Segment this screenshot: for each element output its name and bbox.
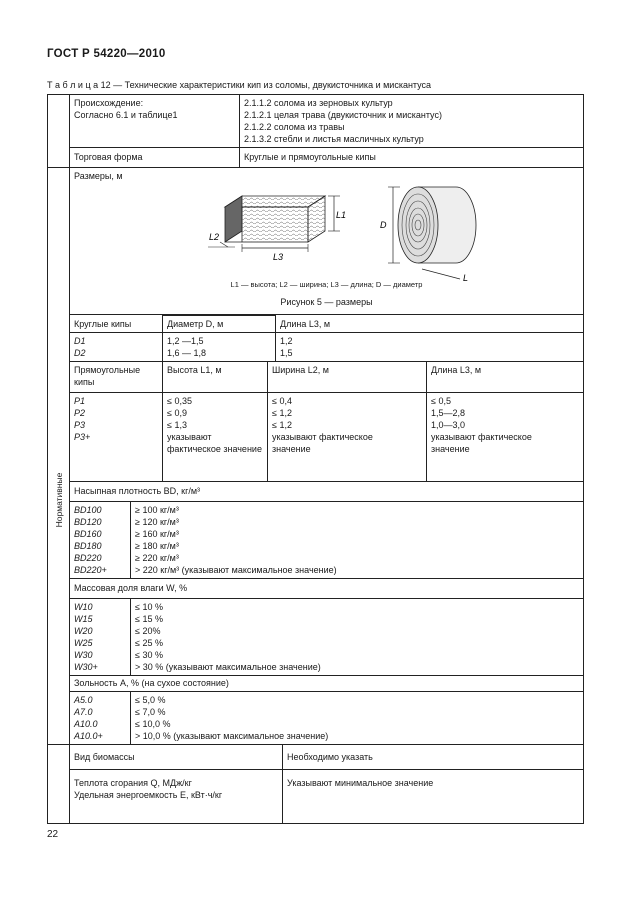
moisture-table: [70, 599, 583, 675]
rect-lengths: [427, 393, 584, 482]
origin-items-cell: [240, 95, 584, 148]
density-title: [70, 482, 584, 502]
biomass-header-table: [70, 745, 583, 769]
rect-bales-table: [70, 362, 583, 481]
density-codes: [70, 502, 131, 578]
density-value: ≥ 160 кг/м³: [135, 529, 179, 539]
ash-cell: [70, 692, 584, 745]
density-code: BD220+: [74, 565, 107, 575]
ash-code: A10.0: [74, 719, 98, 729]
moisture-value: ≤ 10 %: [135, 602, 163, 612]
rect-bale-drawing: [208, 196, 340, 252]
moisture-code: W30+: [74, 662, 98, 672]
biomass-params: [70, 770, 283, 823]
origin-item: 2.1.3.2 стебли и листья масличных культур: [244, 134, 424, 144]
origin-label: Происхождение:: [74, 98, 144, 108]
density-title-text: Насыпная плотность BD, кг/м³: [74, 486, 201, 496]
moisture-value: ≤ 30 %: [135, 650, 163, 660]
rect-height: ≤ 0,35: [167, 396, 192, 406]
rect-height: указывают фактическое значение: [167, 432, 262, 454]
density-code: BD180: [74, 541, 102, 551]
moisture-code: W20: [74, 626, 93, 636]
density-value: ≥ 120 кг/м³: [135, 517, 179, 527]
rect-width: ≤ 1,2: [272, 408, 292, 418]
label-l1: L1: [336, 210, 347, 220]
side-cell-top2: [48, 148, 70, 168]
biomass-param: Удельная энергоемкость E, кВт·ч/кг: [74, 790, 223, 800]
ash-value: ≤ 5,0 %: [135, 695, 166, 705]
round-lengths: [276, 333, 584, 362]
origin-item: 2.1.2.2 солома из травы: [244, 122, 345, 132]
density-value: > 220 кг/м³ (указывают максимальное значение): [135, 565, 337, 575]
moisture-value: > 30 % (указывают максимальное значение): [135, 662, 321, 672]
side-cell-top: [48, 95, 70, 148]
origin-label-cell: [70, 95, 240, 148]
density-code: BD100: [74, 505, 102, 515]
moisture-code: W25: [74, 638, 93, 648]
density-values: [131, 502, 584, 578]
rect-length: 1,5—2,8: [431, 408, 466, 418]
biomass-header-required: Необходимо указать: [283, 745, 584, 769]
density-code: BD160: [74, 529, 102, 539]
round-header-length: Длина L3, м: [276, 316, 584, 333]
density-cell: [70, 502, 584, 579]
trade-form-label: Торговая форма: [70, 148, 240, 168]
rect-bales-cell: [70, 362, 584, 482]
biomass-header-cell: [70, 745, 584, 770]
ash-code: A7.0: [74, 707, 93, 717]
round-length: 1,2: [280, 336, 293, 346]
round-diameters: [163, 333, 276, 362]
figure-5: [70, 168, 583, 314]
rect-code: P1: [74, 396, 86, 406]
figure-cell: [70, 168, 584, 315]
ash-table: [70, 692, 583, 744]
normative-side-cell: [48, 168, 70, 745]
round-bales-cell: [70, 315, 584, 362]
round-code: D2: [74, 348, 86, 358]
biomass-param: Теплота сгорания Q, МДж/кг: [74, 778, 192, 788]
rect-code: P3+: [74, 432, 91, 442]
figure-title: Размеры, м: [74, 171, 123, 181]
density-code: BD220: [74, 553, 102, 563]
moisture-code: W15: [74, 614, 93, 624]
bale-diagram: [70, 168, 585, 314]
round-diameter: 1,2 —1,5: [167, 336, 204, 346]
label-l3: L3: [273, 252, 284, 262]
moisture-code: W10: [74, 602, 93, 612]
moisture-code: W30: [74, 650, 93, 660]
trade-form-value: Круглые и прямоугольные кипы: [240, 148, 584, 168]
rect-widths: [268, 393, 427, 482]
moisture-title-text: Массовая доля влаги W, %: [74, 583, 188, 593]
rect-length: ≤ 0,5: [431, 396, 451, 406]
moisture-title: [70, 579, 584, 599]
rect-width: ≤ 0,4: [272, 396, 292, 406]
rect-codes: [70, 393, 163, 482]
origin-ref: Согласно 6.1 и таблице1: [74, 110, 178, 120]
moisture-codes: [70, 599, 131, 675]
ash-codes: [70, 692, 131, 744]
density-value: ≥ 100 кг/м³: [135, 505, 179, 515]
ash-code: A10.0+: [74, 731, 103, 741]
side-cell-bottom: [48, 745, 70, 824]
rect-header-length: Длина L3, м: [427, 362, 584, 393]
moisture-cell: [70, 599, 584, 676]
round-bale-drawing: [388, 187, 476, 279]
round-length: 1,5: [280, 348, 293, 358]
density-value: ≥ 180 кг/м³: [135, 541, 179, 551]
ash-title-text: Зольность A, % (на сухое состояние): [74, 678, 229, 688]
biomass-header-type: Вид биомассы: [70, 745, 283, 769]
rect-heights: [163, 393, 268, 482]
origin-item: 2.1.2.1 целая трава (двукисточник и мискантус): [244, 110, 442, 120]
page-number: 22: [47, 829, 59, 840]
biomass-cell: [70, 770, 584, 824]
round-diameter: 1,6 — 1,8: [167, 348, 207, 358]
label-d: D: [380, 220, 387, 230]
rect-height: ≤ 0,9: [167, 408, 187, 418]
rect-header-height: Высота L1, м: [163, 362, 268, 393]
ash-value: ≤ 10,0 %: [135, 719, 171, 729]
rect-length: 1,0—3,0: [431, 420, 466, 430]
label-l: L: [463, 273, 469, 283]
rect-length: указывают фактическое значение: [431, 432, 532, 454]
round-codes: [70, 333, 163, 362]
figure-legend: L1 — высота; L2 — ширина; L3 — длина; D — диаметр: [230, 280, 423, 289]
biomass-required-value: Указывают минимальное значение: [283, 770, 584, 823]
label-l2: L2: [209, 232, 220, 242]
document-header: ГОСТ Р 54220—2010: [47, 48, 166, 60]
rect-width: указывают фактическое значение: [272, 432, 373, 454]
round-header-diameter: Диаметр D, м: [163, 316, 276, 333]
density-table: [70, 502, 583, 578]
density-code: BD120: [74, 517, 102, 527]
round-bales-table: [70, 315, 583, 361]
moisture-value: ≤ 25 %: [135, 638, 163, 648]
rect-width: ≤ 1,2: [272, 420, 292, 430]
round-code: D1: [74, 336, 86, 346]
biomass-table: [70, 770, 583, 823]
normative-label: Нормативные: [53, 472, 64, 528]
rect-code: P3: [74, 420, 86, 430]
rect-height: ≤ 1,3: [167, 420, 187, 430]
origin-item: 2.1.1.2 солома из зерновых культур: [244, 98, 393, 108]
ash-title: [70, 676, 584, 692]
ash-value: ≤ 7,0 %: [135, 707, 166, 717]
table-caption: Т а б л и ц а 12 — Технические характеристики кип из соломы, двукисточника и мискантуса: [47, 80, 432, 90]
figure-caption: Рисунок 5 — размеры: [280, 297, 373, 307]
ash-code: A5.0: [74, 695, 93, 705]
moisture-values: [131, 599, 584, 675]
characteristics-table: [47, 94, 584, 824]
rect-header-type: Прямоугольные кипы: [70, 362, 163, 393]
moisture-value: ≤ 15 %: [135, 614, 163, 624]
round-header-type: Круглые кипы: [70, 316, 163, 333]
ash-value: > 10,0 % (указывают максимальное значение): [135, 731, 329, 741]
ash-values: [131, 692, 584, 744]
rect-header-width: Ширина L2, м: [268, 362, 427, 393]
rect-code: P2: [74, 408, 86, 418]
density-value: ≥ 220 кг/м³: [135, 553, 179, 563]
moisture-value: ≤ 20%: [135, 626, 161, 636]
